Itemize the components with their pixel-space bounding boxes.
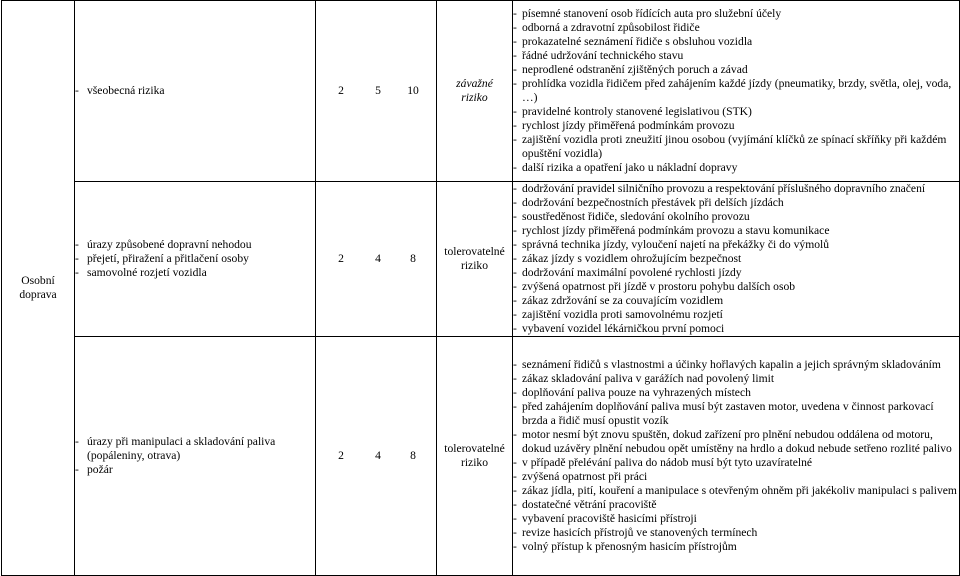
table-row [2,182,960,337]
measure-item: - písemné stanovení osob řídících auta pro služební účely [513,7,782,20]
risk-value: 10 [407,84,419,97]
risk-level-cell [437,337,513,576]
measure-item: - zvýšená opatrnost při práci [513,470,648,483]
hazard-item: - požár [75,463,113,476]
rating-cell [316,337,437,576]
measure-item: - dodržování pravidel silničního provozu a respektování příslušného dopravního značení [513,182,926,195]
measure-item: - zákaz jídla, pití, kouření a manipulace s otevřeným ohněm při jakékoliv manipulaci s palivem [513,484,957,497]
risk-value: 8 [410,252,416,265]
probability-value: 2 [338,252,344,265]
measure-item: - dostatečné větrání pracoviště [513,498,657,511]
measure-item: - revize hasicích přístrojů ve stanovených termínech [513,526,758,539]
measure-item: - zákaz skladování paliva v garážích nad povolený limit [513,372,775,385]
measure-item: - správná technika jízdy, vyloučení najetí na překážky či do výmolů [513,238,830,251]
hazard-item: - přejetí, přiražení a přitlačení osoby [75,252,249,265]
probability-value: 2 [338,449,344,462]
measure-item: - zajištění vozidla proti samovolnému rozjetí [513,308,723,321]
measure-item: - zákaz jízdy s vozidlem ohrožujícím bezpečnost [513,252,742,265]
measure-item: - další rizika a opatření jako u nákladní dopravy [513,161,738,174]
risk-level: závažné riziko [456,77,493,104]
measure-item: - doplňování paliva pouze na vyhrazených místech [513,386,751,399]
risk-table [1,0,960,576]
hazard-item: - úrazy způsobené dopravní nehodou [75,238,252,251]
measure-item: - rychlost jízdy přiměřená podmínkám provozu a stavu komunikace [513,224,830,237]
risk-value: 8 [410,449,416,462]
measure-item: - seznámení řidičů s vlastnostmi a účinky hořlavých kapalin a jejich správným skladováním [513,358,941,371]
category-cell [2,1,75,576]
hazard-item: - úrazy při manipulaci a skladování paliva (popáleniny, otrava) [75,435,276,462]
severity-value: 5 [375,84,381,97]
hazard-item: - všeobecná rizika [75,84,165,97]
measure-item: - volný přístup k přenosným hasicím přístrojům [513,540,737,553]
measure-item: - před zahájením doplňování paliva musí být zastaven motor, uvedena v činnost parkovací brzda a řidič musí opustit vozík [513,400,934,427]
rating-cell [316,1,437,182]
measure-item: - rychlost jízdy přiměřená podmínkám provozu [513,119,735,132]
measure-item: - v případě přelévání paliva do nádob musí být tyto uzavíratelné [513,456,813,469]
measures-cell [513,1,960,182]
risk-level-cell [437,1,513,182]
risk-level: tolerovatelné riziko [444,442,505,469]
measure-item: - zvýšená opatrnost při jízdě v prostoru pohybu dalších osob [513,280,796,293]
rating-cell [316,182,437,337]
measures-list [513,182,959,336]
table-row [2,1,960,182]
hazard-cell [75,1,316,182]
measure-item: - zákaz zdržování se za couvajícím vozidlem [513,294,724,307]
measure-item: - řádné udržování technického stavu [513,49,684,62]
measure-item: - dodržování maximální povolené rychlosti jízdy [513,266,742,279]
risk-level-cell [437,182,513,337]
table-row [2,337,960,576]
category-label: Osobní doprava [19,274,57,301]
risk-level: tolerovatelné riziko [444,245,505,272]
measure-item: - pravidelné kontroly stanovené legislativou (STK) [513,105,752,118]
measure-item: - dodržování bezpečnostních přestávek při delších jízdách [513,196,784,209]
measures-cell [513,337,960,576]
measures-cell [513,182,960,337]
hazard-cell [75,337,316,576]
measure-item: - neprodlené odstranění zjištěných poruch a závad [513,63,748,76]
measure-item: - prokazatelné seznámení řidiče s obsluhou vozidla [513,35,753,48]
severity-value: 4 [375,252,381,265]
measure-item: - vybavení pracoviště hasicími přístroji [513,512,697,525]
measure-item: - motor nesmí být znovu spuštěn, dokud zařízení pro plnění nebudou oddálena od motoru, dokud uzávěry plnění nebudou opět umístěny na hrdlo a dokud nebude setřeno rozlité palivo [513,428,952,455]
measure-item: - prohlídka vozidla řidičem před zahájením každé jízdy (pneumatiky, brzdy, světla, olej, voda, …) [513,77,952,104]
measure-item: - soustředěnost řidiče, sledování okolního provozu [513,210,750,223]
probability-value: 2 [338,84,344,97]
measure-item: - odborná a zdravotní způsobilost řidiče [513,21,700,34]
severity-value: 4 [375,449,381,462]
measures-list [513,358,959,554]
measure-item: - vybavení vozidel lékárničkou první pomoci [513,322,725,335]
hazard-cell [75,182,316,337]
measure-item: - zajištění vozidla proti zneužití jinou osobou (vyjímání klíčků ze spínací skříňky při každém opuštění vozidla) [513,133,947,160]
measures-list [513,7,959,175]
hazard-item: - samovolné rozjetí vozidla [75,266,207,279]
